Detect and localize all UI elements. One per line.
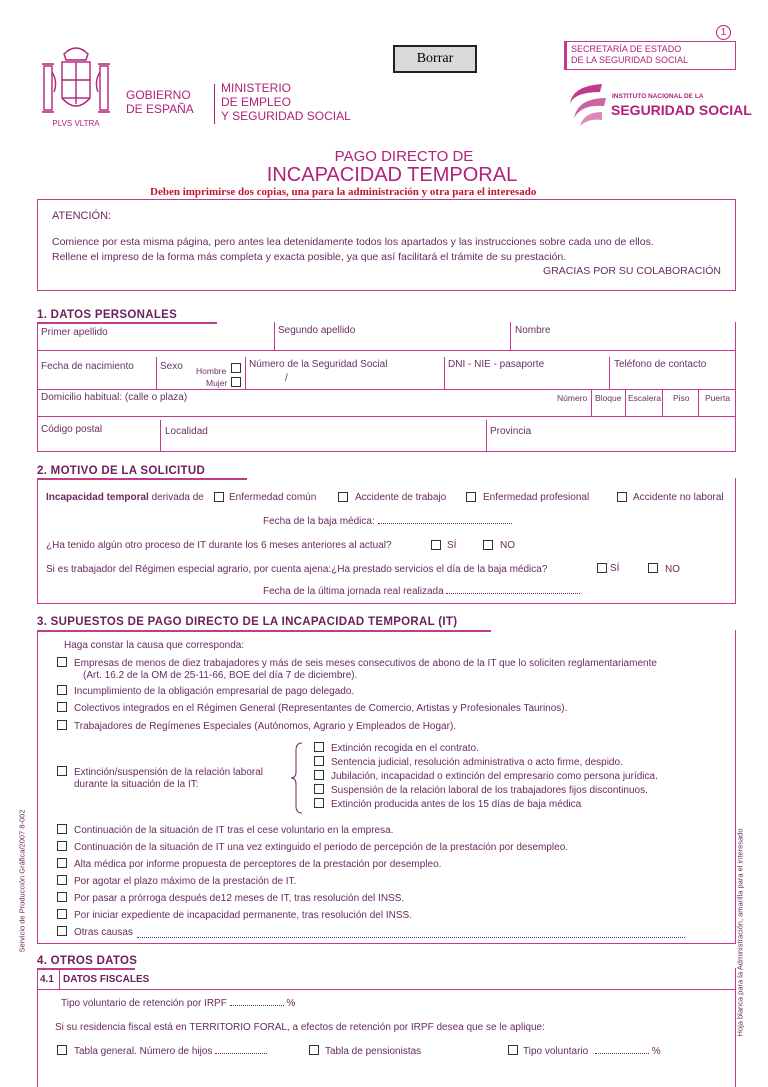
b6-label: Por iniciar expediente de incapacidad permanente, tras resolución del INSS. bbox=[74, 910, 412, 921]
nombre-label: Nombre bbox=[515, 325, 551, 336]
fecha-jornada-text: Fecha de la última jornada real realizada bbox=[263, 586, 444, 597]
puerta-label: Puerta bbox=[705, 393, 731, 403]
section-2-title: 2. MOTIVO DE LA SOLICITUD bbox=[37, 465, 206, 477]
b3-label: Alta médica por informe propuesta de perceptores de la prestación por desempleo. bbox=[74, 859, 442, 870]
accidente-trabajo-checkbox[interactable] bbox=[338, 492, 348, 502]
b4-checkbox[interactable] bbox=[57, 875, 67, 885]
e2-label: Sentencia judicial, resolución administrativa o acto firme, despido. bbox=[331, 757, 623, 768]
a1-checkbox[interactable] bbox=[57, 657, 67, 667]
e4-label: Suspensión de la relación laboral de los trabajadores fijos discontinuos. bbox=[331, 785, 648, 796]
enfermedad-comun-label: Enfermedad común bbox=[229, 492, 317, 503]
tipo-retencion-field[interactable] bbox=[230, 1005, 284, 1006]
title-line-2: INCAPACIDAD TEMPORAL bbox=[266, 164, 518, 186]
title-line-1: PAGO DIRECTO DE bbox=[334, 148, 474, 165]
tipo-voluntario-field[interactable] bbox=[595, 1053, 649, 1054]
attention-line-2: Rellene el impreso de la forma más completa y exacta posible, ya que así facilitará el trámite de su prestación. bbox=[52, 251, 567, 263]
coat-of-arms-icon bbox=[36, 42, 116, 132]
tipo-retencion-label: Tipo voluntario de retención por IRPF bbox=[61, 998, 227, 1009]
section-3-title: 3. SUPUESTOS DE PAGO DIRECTO DE LA INCAPACIDAD TEMPORAL (IT) bbox=[37, 616, 458, 628]
row-divider bbox=[156, 357, 157, 390]
b4-label: Por agotar el plazo máximo de la prestación de IT. bbox=[74, 876, 297, 887]
tipo-voluntario-checkbox[interactable] bbox=[508, 1045, 518, 1055]
ministerio-line-3: Y SEGURIDAD SOCIAL bbox=[221, 109, 351, 123]
tabla-general-checkbox[interactable] bbox=[57, 1045, 67, 1055]
num-hijos-field[interactable] bbox=[215, 1053, 267, 1054]
fecha-baja-field[interactable] bbox=[378, 523, 512, 524]
accidente-no-laboral-label: Accidente no laboral bbox=[633, 492, 724, 503]
tipo-retencion-line bbox=[61, 998, 295, 1009]
instituto-label: INSTITUTO NACIONAL DE LA bbox=[612, 93, 704, 100]
tabla-general-line bbox=[74, 1046, 267, 1057]
localidad-label: Localidad bbox=[165, 426, 208, 437]
bloque-label: Bloque bbox=[595, 393, 622, 403]
b5-label: Por pasar a prórroga después de12 meses de IT, tras resolución del INSS. bbox=[74, 893, 405, 904]
row-divider bbox=[444, 357, 445, 390]
dni-label: DNI - NIE - pasaporte bbox=[448, 359, 545, 370]
secretaria-line-2: DE LA SEGURIDAD SOCIAL bbox=[571, 55, 689, 65]
row-divider bbox=[698, 389, 699, 416]
attention-box bbox=[37, 199, 736, 291]
divider-line bbox=[214, 84, 215, 124]
row-divider bbox=[486, 420, 487, 452]
it-bold: Incapacidad temporal bbox=[46, 492, 149, 503]
q2-no-label: NO bbox=[665, 564, 680, 575]
codigo-postal-label: Código postal bbox=[41, 424, 103, 435]
tipo-voluntario-pct: % bbox=[651, 1046, 661, 1057]
sub-number: 4.1 bbox=[40, 974, 54, 985]
nss-separator: / bbox=[285, 373, 288, 384]
e2-checkbox[interactable] bbox=[314, 756, 324, 766]
extincion-label-1: Extinción/suspensión de la relación laboral bbox=[74, 767, 264, 778]
row-divider bbox=[245, 357, 246, 390]
provincia-label: Provincia bbox=[490, 426, 532, 437]
e3-label: Jubilación, incapacidad o extinción del empresario como persona jurídica. bbox=[331, 771, 658, 782]
secretaria-line-1: SECRETARÍA DE ESTADO bbox=[571, 44, 682, 54]
telefono-label: Teléfono de contacto bbox=[614, 359, 707, 370]
q2-label: Si es trabajador del Régimen especial agrario, por cuenta ajena:¿Ha prestado servicios el día de la baja médica? bbox=[46, 564, 548, 575]
a2-checkbox[interactable] bbox=[57, 685, 67, 695]
fecha-nacimiento-label: Fecha de nacimiento bbox=[41, 361, 134, 372]
enfermedad-comun-checkbox[interactable] bbox=[214, 492, 224, 502]
side-right-text: Hoja blanca para la Administración, amarilla para el interesado bbox=[735, 828, 745, 1037]
q2-si-checkbox[interactable] bbox=[597, 563, 607, 573]
mujer-checkbox[interactable] bbox=[231, 377, 241, 387]
q2-si-label: SÍ bbox=[610, 563, 620, 574]
sub-divider bbox=[59, 968, 60, 990]
b7-label: Otras causas bbox=[74, 927, 133, 938]
tabla-pensionistas-checkbox[interactable] bbox=[309, 1045, 319, 1055]
attention-heading: ATENCIÓN: bbox=[52, 210, 112, 222]
row-rule bbox=[37, 389, 736, 390]
enfermedad-profesional-checkbox[interactable] bbox=[466, 492, 476, 502]
a3-label: Colectivos integrados en el Régimen General (Representantes de Comercio, Artistas y Profesionales Taurinos). bbox=[74, 703, 568, 714]
ministerio-line-1: MINISTERIO bbox=[221, 81, 292, 95]
nss-label: Número de la Seguridad Social bbox=[249, 359, 388, 370]
brace-icon bbox=[290, 742, 304, 814]
extincion-label-2: durante la situación de la IT: bbox=[74, 779, 199, 790]
ministerio-line-2: DE EMPLEO bbox=[221, 95, 292, 109]
page-number: 1 bbox=[716, 25, 731, 40]
attention-line-1: Comience por esta misma página, pero antes lea detenidamente todos los apartados y las instrucciones sobre cada uno de ellos. bbox=[52, 236, 654, 248]
e1-label: Extinción recogida en el contrato. bbox=[331, 743, 479, 754]
e1-checkbox[interactable] bbox=[314, 742, 324, 752]
tipo-retencion-pct: % bbox=[286, 998, 296, 1009]
row-divider bbox=[609, 357, 610, 390]
a1b-label: (Art. 16.2 de la OM de 25-11-66, BOE del día 7 de diciembre). bbox=[83, 670, 358, 681]
mujer-label: Mujer bbox=[206, 378, 228, 388]
q1-si-label: SÍ bbox=[447, 540, 457, 551]
a4-checkbox[interactable] bbox=[57, 720, 67, 730]
sexo-label: Sexo bbox=[160, 361, 183, 372]
gobierno-line-2: DE ESPAÑA bbox=[126, 102, 194, 116]
seguridad-social-label: SEGURIDAD SOCIAL bbox=[611, 102, 752, 118]
row-divider bbox=[625, 389, 626, 416]
b2-label: Continuación de la situación de IT una vez extinguido el periodo de percepción de la prestación por desempleo. bbox=[74, 842, 569, 853]
gobierno-line-1: GOBIERNO bbox=[126, 88, 191, 102]
b1-checkbox[interactable] bbox=[57, 824, 67, 834]
e5-label: Extinción producida antes de los 15 días de baja médica bbox=[331, 799, 582, 810]
fecha-jornada-label bbox=[263, 586, 580, 597]
tipo-voluntario-label: Tipo voluntario bbox=[523, 1046, 589, 1057]
piso-label: Piso bbox=[673, 393, 690, 403]
side-left-text: Servicio de Producción Gráfica/2007 8-002 bbox=[17, 809, 27, 953]
segundo-apellido-label: Segundo apellido bbox=[278, 325, 356, 336]
row-rule bbox=[37, 350, 736, 351]
row-divider bbox=[510, 322, 511, 350]
gobierno-label bbox=[126, 88, 194, 116]
b1-label: Continuación de la situación de IT tras el cese voluntario en la empresa. bbox=[74, 825, 394, 836]
attention-thanks: GRACIAS POR SU COLABORACIÓN bbox=[543, 265, 721, 277]
otras-causas-field[interactable] bbox=[137, 927, 685, 938]
q1-label: ¿Ha tenido algún otro proceso de IT durante los 6 meses anteriores al actual? bbox=[46, 540, 392, 551]
it-line bbox=[46, 492, 204, 503]
datos-fiscales-header bbox=[37, 968, 736, 990]
row-divider bbox=[160, 420, 161, 452]
ministerio-label bbox=[221, 81, 351, 123]
accidente-trabajo-label: Accidente de trabajo bbox=[355, 492, 447, 503]
hombre-checkbox[interactable] bbox=[231, 363, 241, 373]
tipo-voluntario-line bbox=[523, 1046, 661, 1057]
b5-checkbox[interactable] bbox=[57, 892, 67, 902]
copies-note: Deben imprimirse dos copias, una para la administración y otra para el interesado bbox=[150, 186, 537, 198]
b7-checkbox[interactable] bbox=[57, 926, 67, 936]
extincion-checkbox[interactable] bbox=[57, 766, 67, 776]
row-divider bbox=[662, 389, 663, 416]
tabla-general-label: Tabla general. Número de hijos bbox=[74, 1046, 213, 1057]
row-divider bbox=[274, 322, 275, 350]
numero-label: Número bbox=[557, 393, 588, 403]
seguridad-social-logo-icon bbox=[562, 78, 612, 128]
a4-label: Trabajadores de Regímenes Especiales (Autónomos, Agrario y Empleados de Hogar). bbox=[74, 721, 457, 732]
it-rest: derivada de bbox=[151, 492, 204, 503]
b2-checkbox[interactable] bbox=[57, 841, 67, 851]
foral-label: Si su residencia fiscal está en TERRITORIO FORAL, a efectos de retención por IRPF desea que se le aplique: bbox=[55, 1022, 545, 1033]
personal-data-box bbox=[37, 322, 736, 452]
e4-checkbox[interactable] bbox=[314, 784, 324, 794]
b3-checkbox[interactable] bbox=[57, 858, 67, 868]
enfermedad-profesional-label: Enfermedad profesional bbox=[483, 492, 590, 503]
row-rule bbox=[37, 416, 736, 417]
escalera-label: Escalera bbox=[628, 393, 662, 403]
row-divider bbox=[591, 389, 592, 416]
borrar-button[interactable]: Borrar bbox=[393, 45, 477, 73]
q1-si-checkbox[interactable] bbox=[431, 540, 441, 550]
secretaria-box bbox=[564, 41, 736, 70]
tabla-pensionistas-label: Tabla de pensionistas bbox=[325, 1046, 422, 1057]
fecha-baja-text: Fecha de la baja médica: bbox=[263, 516, 375, 527]
accidente-no-laboral-checkbox[interactable] bbox=[617, 492, 627, 502]
e3-checkbox[interactable] bbox=[314, 770, 324, 780]
q1-no-checkbox[interactable] bbox=[483, 540, 493, 550]
fecha-jornada-field[interactable] bbox=[446, 593, 580, 594]
e5-checkbox[interactable] bbox=[314, 798, 324, 808]
a2-label: Incumplimiento de la obligación empresarial de pago delegado. bbox=[74, 686, 355, 697]
section-1-title: 1. DATOS PERSONALES bbox=[37, 309, 178, 321]
domicilio-label: Domicilio habitual: (calle o plaza) bbox=[41, 392, 188, 403]
a1-label: Empresas de menos de diez trabajadores y más de seis meses consecutivos de abono de la IT que lo soliciten reglamentariamente bbox=[74, 658, 657, 669]
hombre-label: Hombre bbox=[196, 366, 227, 376]
a3-checkbox[interactable] bbox=[57, 702, 67, 712]
b6-checkbox[interactable] bbox=[57, 909, 67, 919]
q2-no-checkbox[interactable] bbox=[648, 563, 658, 573]
supuestos-intro: Haga constar la causa que corresponda: bbox=[64, 640, 245, 651]
svg-text:PLVS VLTRA: PLVS VLTRA bbox=[52, 119, 100, 128]
section-4-title: 4. OTROS DATOS bbox=[37, 955, 138, 967]
primer-apellido-label: Primer apellido bbox=[41, 327, 108, 338]
datos-fiscales-title: DATOS FISCALES bbox=[63, 974, 150, 985]
fecha-baja-label bbox=[263, 516, 512, 527]
q1-no-label: NO bbox=[500, 540, 515, 551]
